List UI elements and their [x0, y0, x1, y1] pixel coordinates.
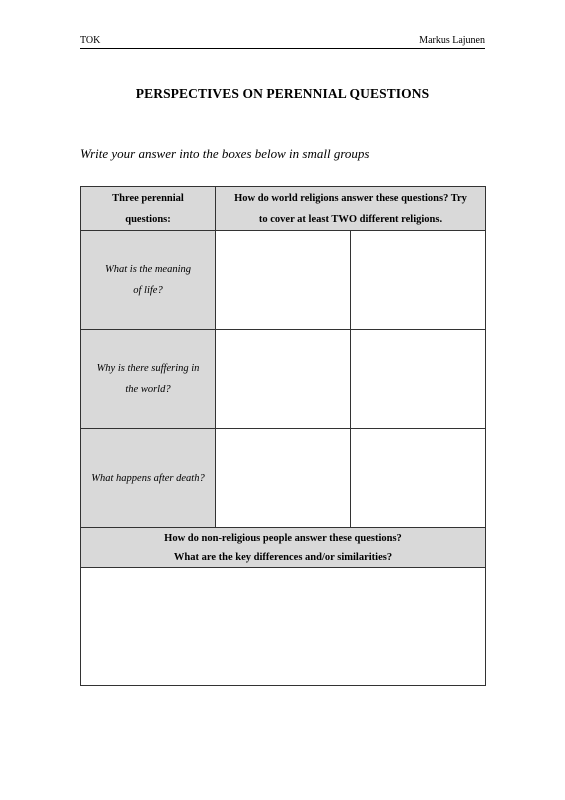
nonreligious-answer-box[interactable] [81, 568, 486, 686]
question-line2: of life? [133, 285, 163, 296]
col-header-questions [81, 187, 216, 231]
question-cell [81, 429, 216, 528]
answer-box-religion-1[interactable] [216, 429, 351, 528]
nonreligious-header [81, 528, 486, 568]
question-cell [81, 330, 216, 429]
question-line1: What happens after death? [91, 472, 205, 484]
question-line2: the world? [125, 384, 171, 395]
nonreligious-line2: What are the key differences and/or similarities? [173, 551, 393, 563]
answer-box-religion-1[interactable] [216, 231, 351, 330]
answer-box-religion-1[interactable] [216, 330, 351, 429]
col-header-questions-line1: Three perennial [112, 192, 184, 204]
question-line1: Why is there suffering in [96, 363, 200, 374]
instruction-text: Write your answer into the boxes below in small groups [80, 146, 370, 161]
page-title: PERSPECTIVES ON PERENNIAL QUESTIONS [135, 86, 430, 101]
col-header-religions-line2: to cover at least TWO different religions. [258, 213, 443, 225]
header-author: Markus Lajunen [419, 35, 485, 46]
col-header-religions-line1: How do world religions answer these questions? Try [234, 192, 467, 204]
header-course: TOK [80, 35, 101, 46]
worksheet-table [80, 186, 486, 686]
answer-box-religion-2[interactable] [351, 429, 486, 528]
question-cell [81, 231, 216, 330]
answer-box-religion-2[interactable] [351, 330, 486, 429]
col-header-religions [216, 187, 486, 231]
nonreligious-line1: How do non-religious people answer these questions? [164, 532, 402, 544]
answer-box-religion-2[interactable] [351, 231, 486, 330]
question-line1: What is the meaning [104, 264, 192, 275]
page-header [80, 35, 485, 49]
col-header-questions-line2: questions: [125, 213, 171, 225]
